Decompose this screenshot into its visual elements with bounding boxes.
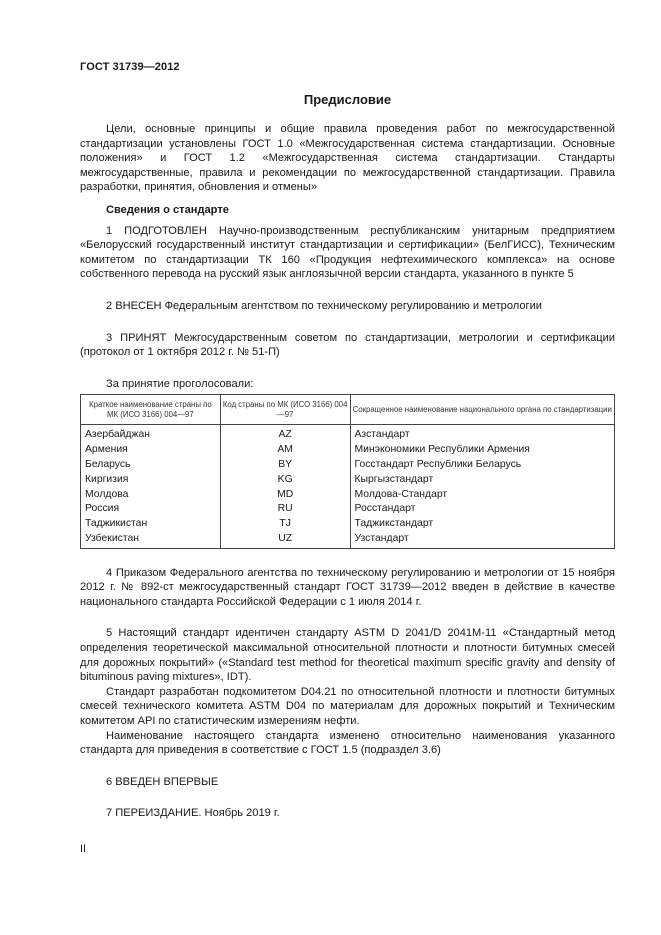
country-cell: Армения xyxy=(81,443,221,458)
section-subtitle: Сведения о стандарте xyxy=(106,203,229,216)
table-row xyxy=(81,488,615,503)
table-row xyxy=(81,532,615,548)
table-header-row xyxy=(81,395,615,425)
item-5-developer-paragraph: Стандарт разработан подкомитетом D04.21 по относительной плотности и плотности битумных смесей технического комитета ASTM D04 по материалам для дорожных покрытий и Техническим комитетом API по статистическим измерениям нефти. xyxy=(80,685,615,728)
item-1-paragraph: 1 ПОДГОТОВЛЕН Научно-производственным республиканским унитарным предприятием «Белорусский государственный институт стандартизации и сертификации» (БелГИСС), Техническим комитетом по стандартизации ТК 160 «Продукция нефтехимического комплекса» на основе собственного перевода на русский язык англоязычной версии стандарта, указанного в пункте 5 xyxy=(80,224,615,281)
item-7-paragraph: 7 ПЕРЕИЗДАНИЕ. Ноябрь 2019 г. xyxy=(106,807,280,820)
item-5-paragraph: 5 Настоящий стандарт идентичен стандарту ASTM D 2041/D 2041M-11 «Стандартный метод определения теоретической максимальной относительной плотности и плотности битумных смесей для дорожных покрытий» («Standard test method for theoretical maximum specific gravity and density of bituminous paving mixtures», IDT). xyxy=(80,627,615,684)
body-cell: Молдова-Стандарт xyxy=(350,488,615,503)
country-cell: Молдова xyxy=(81,488,221,503)
code-cell: AZ xyxy=(220,425,350,443)
item-5-name-paragraph: Наименование настоящего стандарта изменено относительно наименования указанного стандарта для приведения в соответствие с ГОСТ 1.5 (подраздел 3.6) xyxy=(80,729,615,757)
table-row xyxy=(81,517,615,532)
table-row xyxy=(81,502,615,517)
body-cell: Азстандарт xyxy=(350,425,615,443)
item-3-paragraph: 3 ПРИНЯТ Межгосударственным советом по стандартизации, метрологии и сертификации (протокол от 1 октября 2012 г. № 51-П) xyxy=(80,331,615,359)
table-row xyxy=(81,443,615,458)
foreword-content xyxy=(80,122,615,821)
code-cell: KG xyxy=(220,473,350,488)
body-cell: Минэкономики Республики Армения xyxy=(350,443,615,458)
column-header-country: Краткое наименование страны по МК (ИСО 3166) 004—97 xyxy=(81,395,221,425)
item-2-paragraph: 2 ВНЕСЕН Федеральным агентством по техническому регулированию и метрологии xyxy=(106,299,542,312)
column-header-code: Код страны по МК (ИСО 3166) 004—97 xyxy=(220,395,350,425)
table-row xyxy=(81,458,615,473)
standard-header: ГОСТ 31739—2012 xyxy=(80,61,180,73)
country-cell: Россия xyxy=(81,502,221,517)
body-cell: Кыргызстандарт xyxy=(350,473,615,488)
country-cell: Беларусь xyxy=(81,458,221,473)
column-header-body: Сокращенное наименование национального органа по стандартизации xyxy=(350,395,615,425)
page-title: Предисловие xyxy=(303,92,392,107)
country-cell: Узбекистан xyxy=(81,532,221,548)
code-cell: MD xyxy=(220,488,350,503)
body-cell: Госстандарт Республики Беларусь xyxy=(350,458,615,473)
table-row xyxy=(81,425,615,443)
code-cell: AM xyxy=(220,443,350,458)
item-6-paragraph: 6 ВВЕДЕН ВПЕРВЫЕ xyxy=(106,775,219,788)
table-row xyxy=(81,473,615,488)
item-4-paragraph: 4 Приказом Федерального агентства по техническому регулированию и метрологии от 15 ноября 2012 г. № 892-ст межгосударственный стандарт ГОСТ 31739—2012 введен в действие в качестве национального стандарта Российской Федерации с 1 июля 2014 г. xyxy=(80,566,615,608)
code-cell: BY xyxy=(220,458,350,473)
code-cell: UZ xyxy=(220,532,350,548)
country-cell: Азербайджан xyxy=(81,425,221,443)
code-cell: TJ xyxy=(220,517,350,532)
intro-paragraph: Цели, основные принципы и общие правила проведения работ по межгосударственной стандартизации установлены ГОСТ 1.0 «Межгосударственная система стандартизации. Основные положения» и ГОСТ 1.2 «Межгосударственная система стандартизации. Стандарты межгосударственные, правила и рекомендации по межгосударственной стандартизации. Правила разработки, принятия, обновления и отмены» xyxy=(80,123,615,194)
voted-label: За принятие проголосовали: xyxy=(106,377,254,390)
country-cell: Киргизия xyxy=(81,473,221,488)
body-cell: Росстандарт xyxy=(350,502,615,517)
voting-table xyxy=(80,394,615,548)
body-cell: Таджикстандарт xyxy=(350,517,615,532)
country-cell: Таджикистан xyxy=(81,517,221,532)
page-number: II xyxy=(80,843,87,855)
body-cell: Узстандарт xyxy=(350,532,615,548)
code-cell: RU xyxy=(220,502,350,517)
